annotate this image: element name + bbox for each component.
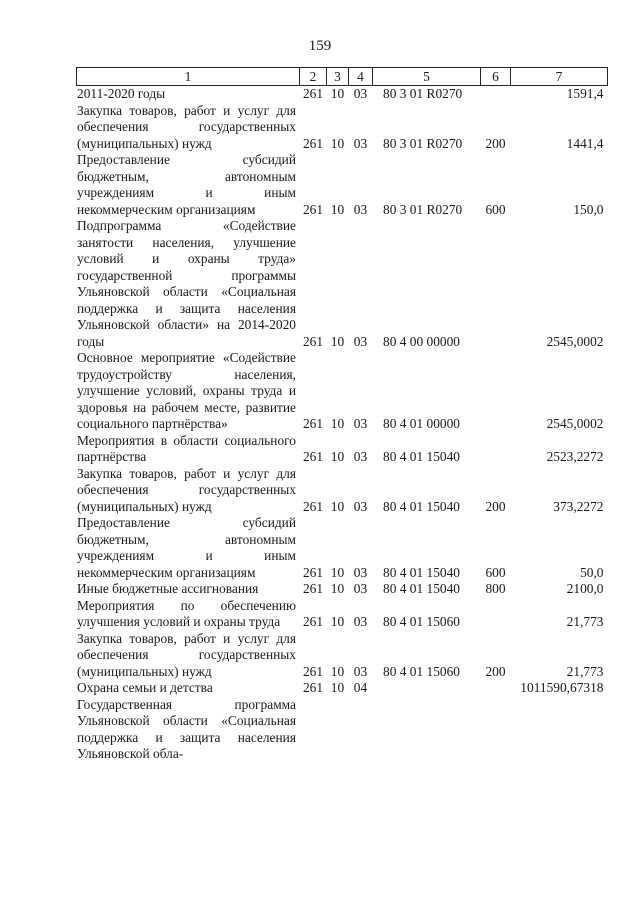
row-name: Государственная программа Ульяновской области «Социальная поддержка и защита населения Ульяновской обла- <box>77 696 296 761</box>
cell-subsection: 03 <box>353 581 368 596</box>
cell-target-code: 80 3 01 R0270 <box>383 86 463 101</box>
cell-target-code <box>373 680 481 697</box>
cell-ministry-code: 261 <box>302 416 324 431</box>
row-name: Мероприятия в области социального партнёрства <box>77 432 296 464</box>
cell-amount: 21,773 <box>566 614 604 629</box>
row-name: Предоставление субсидий бюджетным, автономным учреждениям и иным некоммерческим организациям <box>77 152 296 217</box>
cell-section: 10 <box>330 498 345 514</box>
table-row <box>77 86 608 103</box>
row-name: Предоставление субсидий бюджетным, автономным учреждениям и иным некоммерческим организациям <box>77 515 296 580</box>
cell-amount: 50,0 <box>580 564 604 580</box>
row-name: Основное мероприятие «Содействие трудоустройству населения, улучшение условий, охраны труда и здоровья на рабочем месте, развитие социального партнёрства» <box>77 350 296 431</box>
cell-amount: 1591,4 <box>566 86 604 101</box>
cell-ministry-code: 261 <box>302 581 324 596</box>
row-name: Закупка товаров, работ и услуг для обеспечения государственных (муниципальных) нужд <box>77 102 296 151</box>
cell-expense-type: 600 <box>485 564 506 580</box>
cell-expense-type: 800 <box>485 581 506 596</box>
cell-subsection: 03 <box>353 201 368 217</box>
cell-ministry-code: 261 <box>302 135 324 151</box>
table-row <box>77 218 608 350</box>
cell-expense-type <box>481 680 511 697</box>
cell-section: 10 <box>330 449 345 464</box>
cell-ministry-code: 261 <box>302 663 324 679</box>
cell-ministry-code: 261 <box>302 680 324 695</box>
cell-expense-type: 200 <box>485 135 506 151</box>
cell-amount: 2545,0002 <box>546 333 604 349</box>
row-name: 2011-2020 годы <box>77 86 166 101</box>
cell-amount: 1441,4 <box>566 135 604 151</box>
cell-subsection: 03 <box>353 333 368 349</box>
cell-expense-type: 200 <box>485 663 506 679</box>
column-header: 5 <box>373 68 481 86</box>
table-row <box>77 697 608 763</box>
cell-expense-type <box>481 86 511 103</box>
cell-ministry-code: 261 <box>302 201 324 217</box>
cell-expense-type: 600 <box>485 201 506 217</box>
table-row <box>77 466 608 516</box>
cell-expense-type <box>481 350 511 433</box>
column-header: 7 <box>511 68 608 86</box>
cell-amount: 21,773 <box>566 663 604 679</box>
cell-subsection <box>349 697 373 763</box>
cell-amount: 2100,0 <box>566 581 604 596</box>
cell-expense-type <box>481 218 511 350</box>
cell-subsection: 03 <box>353 135 368 151</box>
row-name: Подпрограмма «Содействие занятости населения, улучшение условий и охраны труда» государственной программы Ульяновской области «Социальная поддержка и защита населения Ульяновской области» на 2014-2020 годы <box>77 218 296 349</box>
column-header: 2 <box>300 68 327 86</box>
row-name: Закупка товаров, работ и услуг для обеспечения государственных (муниципальных) нужд <box>77 465 296 514</box>
row-name: Охрана семьи и детства <box>77 680 213 695</box>
cell-target-code: 80 4 01 15040 <box>383 498 460 514</box>
table-row <box>77 680 608 697</box>
cell-amount: 150,0 <box>573 201 604 217</box>
page-number: 159 <box>308 38 332 54</box>
cell-target-code: 80 4 01 00000 <box>383 416 460 431</box>
cell-target-code <box>373 697 481 763</box>
cell-ministry-code: 261 <box>302 333 324 349</box>
cell-amount: 2523,2272 <box>546 449 604 464</box>
cell-section: 10 <box>330 416 345 431</box>
cell-section: 10 <box>330 663 345 679</box>
column-header: 1 <box>77 68 300 86</box>
cell-target-code: 80 4 01 15040 <box>383 564 460 580</box>
cell-expense-type <box>481 697 511 763</box>
cell-target-code: 80 4 01 15060 <box>383 614 460 629</box>
cell-section: 10 <box>330 614 345 629</box>
row-name: Мероприятия по обеспечению улучшения условий и охраны труда <box>77 597 296 629</box>
cell-ministry-code: 261 <box>302 498 324 514</box>
cell-expense-type: 200 <box>485 498 506 514</box>
column-header: 4 <box>349 68 373 86</box>
cell-amount: 373,2272 <box>553 498 604 514</box>
cell-subsection: 04 <box>353 680 368 695</box>
budget-table <box>76 67 608 763</box>
cell-section: 10 <box>330 86 345 101</box>
cell-target-code: 80 4 01 15060 <box>383 663 460 679</box>
cell-ministry-code: 261 <box>302 449 324 464</box>
table-row <box>77 433 608 466</box>
cell-ministry-code: 261 <box>302 564 324 580</box>
table-row <box>77 152 608 218</box>
row-name: Иные бюджетные ассигнования <box>77 581 259 596</box>
cell-target-code: 80 4 00 00000 <box>383 333 460 349</box>
row-name: Закупка товаров, работ и услуг для обеспечения государственных (муниципальных) нужд <box>77 630 296 679</box>
table-row <box>77 103 608 153</box>
table-row <box>77 598 608 631</box>
cell-section: 10 <box>330 564 345 580</box>
cell-subsection: 03 <box>353 86 368 101</box>
cell-section <box>327 697 349 763</box>
cell-expense-type <box>481 598 511 631</box>
table-row <box>77 515 608 581</box>
cell-amount: 1011590,67318 <box>520 680 604 695</box>
cell-target-code: 80 3 01 R0270 <box>383 201 463 217</box>
header-row <box>77 68 608 86</box>
cell-amount: 2545,0002 <box>546 416 604 431</box>
cell-subsection: 03 <box>353 564 368 580</box>
cell-section: 10 <box>330 581 345 596</box>
cell-ministry-code: 261 <box>302 614 324 629</box>
cell-ministry-code: 261 <box>302 86 324 101</box>
cell-subsection: 03 <box>353 498 368 514</box>
column-header: 3 <box>327 68 349 86</box>
cell-subsection: 03 <box>353 449 368 464</box>
table-row <box>77 631 608 681</box>
cell-section: 10 <box>330 201 345 217</box>
cell-section: 10 <box>330 680 345 695</box>
cell-target-code: 80 4 01 15040 <box>383 449 460 464</box>
cell-amount <box>511 697 608 763</box>
cell-subsection: 03 <box>353 614 368 629</box>
cell-subsection: 03 <box>353 416 368 431</box>
cell-target-code: 80 3 01 R0270 <box>383 135 463 151</box>
cell-section: 10 <box>330 135 345 151</box>
cell-ministry-code <box>300 697 327 763</box>
cell-target-code: 80 4 01 15040 <box>383 581 460 596</box>
column-header: 6 <box>481 68 511 86</box>
table-row <box>77 350 608 433</box>
cell-subsection: 03 <box>353 663 368 679</box>
cell-section: 10 <box>330 333 345 349</box>
table-row <box>77 581 608 598</box>
cell-expense-type <box>481 433 511 466</box>
